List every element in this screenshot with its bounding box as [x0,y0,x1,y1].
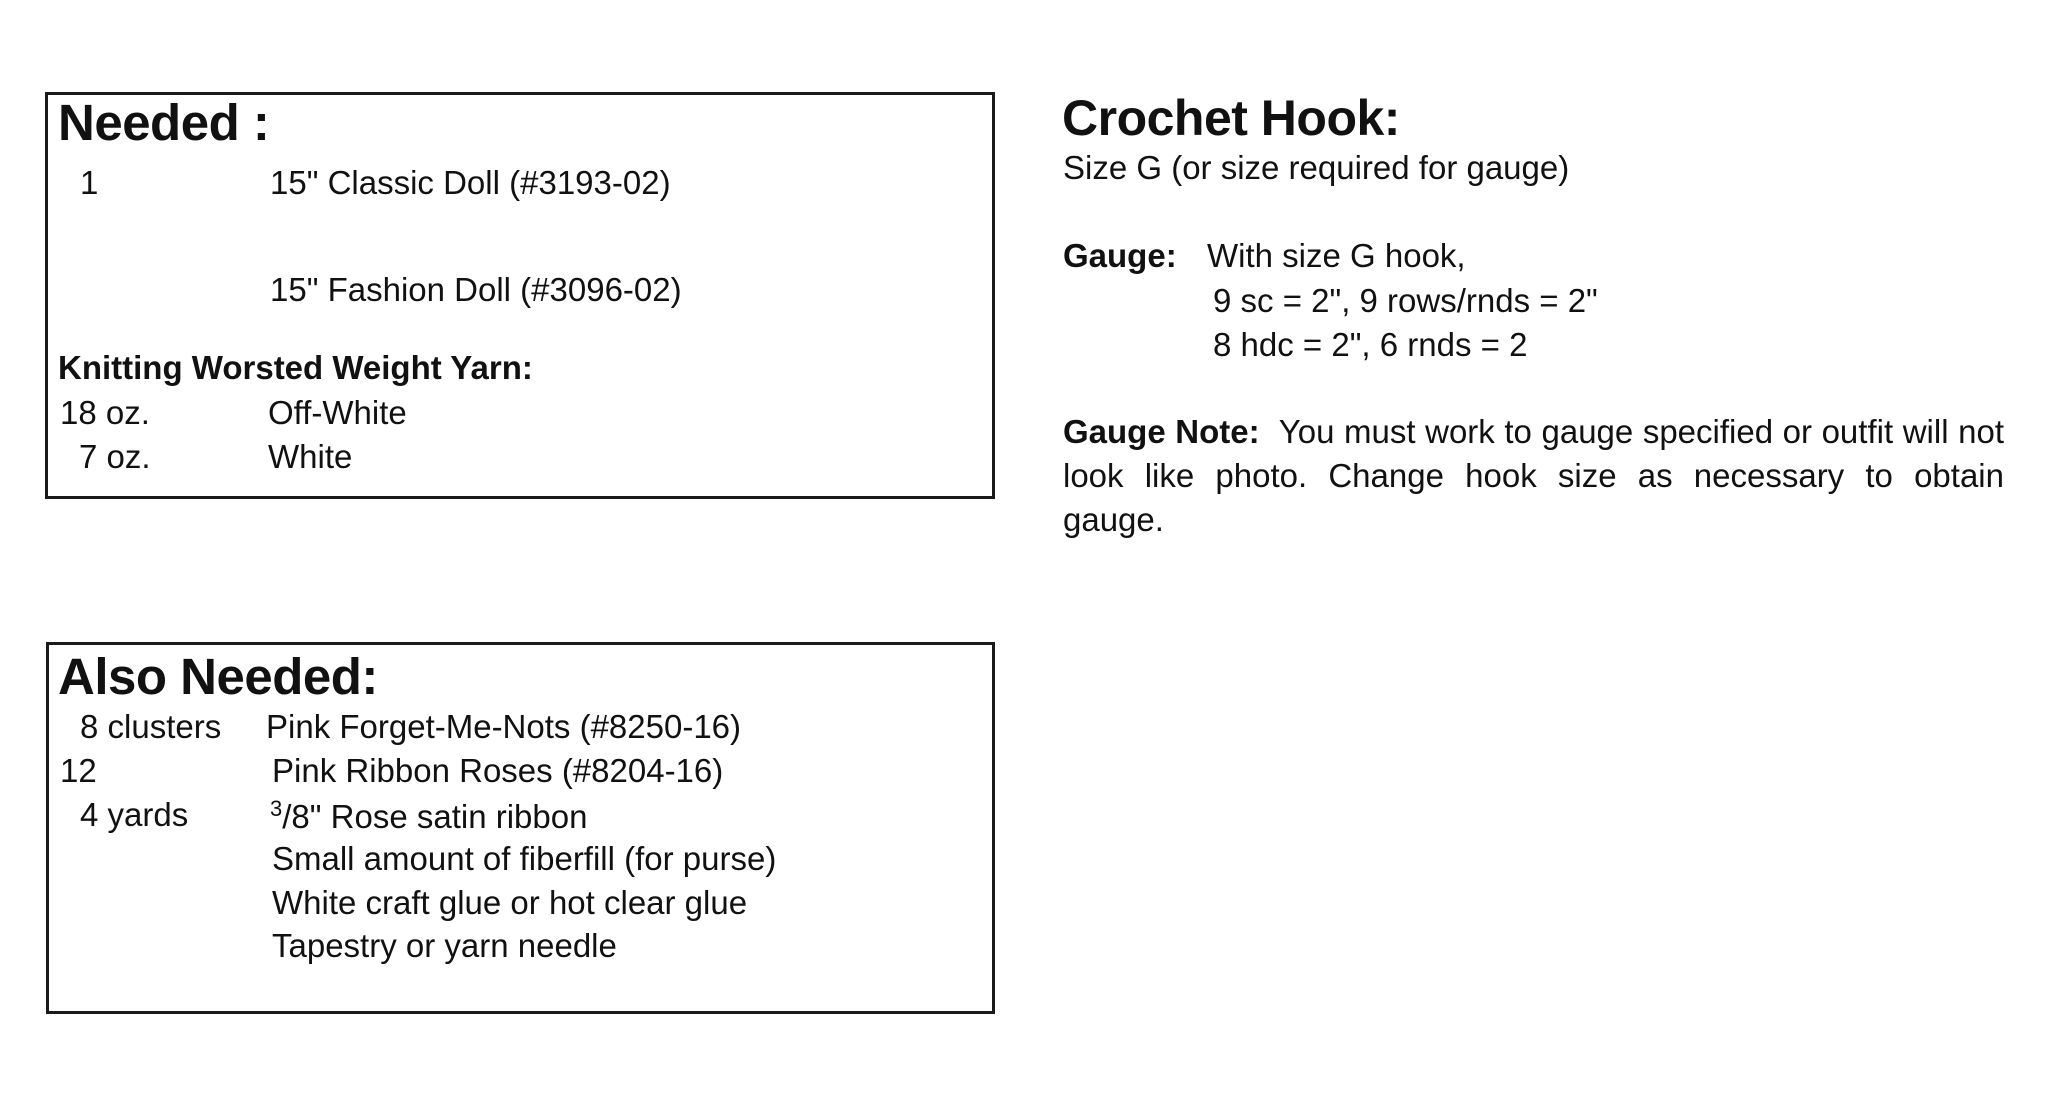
fraction-rest: /8" Rose satin ribbon [282,798,588,835]
crochet-hook-title: Crochet Hook: [1062,90,1400,146]
gauge-note-text: You must work to gauge specified or outfit will not look like photo. Change hook size as necessary to obtain gauge. [1063,413,2004,538]
also-needed-desc: Small amount of fiberfill (for purse) [272,840,777,877]
gauge-note [1063,410,2004,542]
also-needed-desc: Pink Ribbon Roses (#8204-16) [272,752,724,789]
also-needed-desc: Pink Forget-Me-Nots (#8250-16) [266,708,742,745]
yarn-color: White [268,438,353,475]
gauge-line: 8 hdc = 2", 6 rnds = 2 [1213,326,1528,363]
gauge-line: 9 sc = 2", 9 rows/rnds = 2" [1213,282,1598,319]
yarn-color: Off-White [268,394,407,431]
needed-item-desc: 15" Classic Doll (#3193-02) [270,164,671,201]
fraction-numerator: 3 [270,796,283,821]
gauge-label: Gauge: [1063,237,1177,274]
crochet-hook-size: Size G (or size required for gauge) [1063,149,1570,186]
also-needed-desc: Tapestry or yarn needle [272,927,617,964]
needed-item-desc: 15" Fashion Doll (#3096-02) [270,271,682,308]
yarn-qty: 7 oz. [79,438,151,475]
yarn-qty: 18 oz. [60,394,150,431]
also-needed-desc: White craft glue or hot clear glue [272,884,748,921]
also-needed-qty: 8 clusters [80,708,222,745]
also-needed-qty: 4 yards [80,796,189,833]
needed-title: Needed : [58,94,270,151]
also-needed-title: Also Needed: [58,648,378,705]
needed-item-qty: 1 [80,164,99,201]
gauge-note-label: Gauge Note: [1063,413,1260,450]
also-needed-qty: 12 [60,752,97,789]
also-needed-desc [270,798,587,833]
yarn-heading: Knitting Worsted Weight Yarn: [58,349,533,386]
gauge-line: With size G hook, [1207,237,1466,274]
